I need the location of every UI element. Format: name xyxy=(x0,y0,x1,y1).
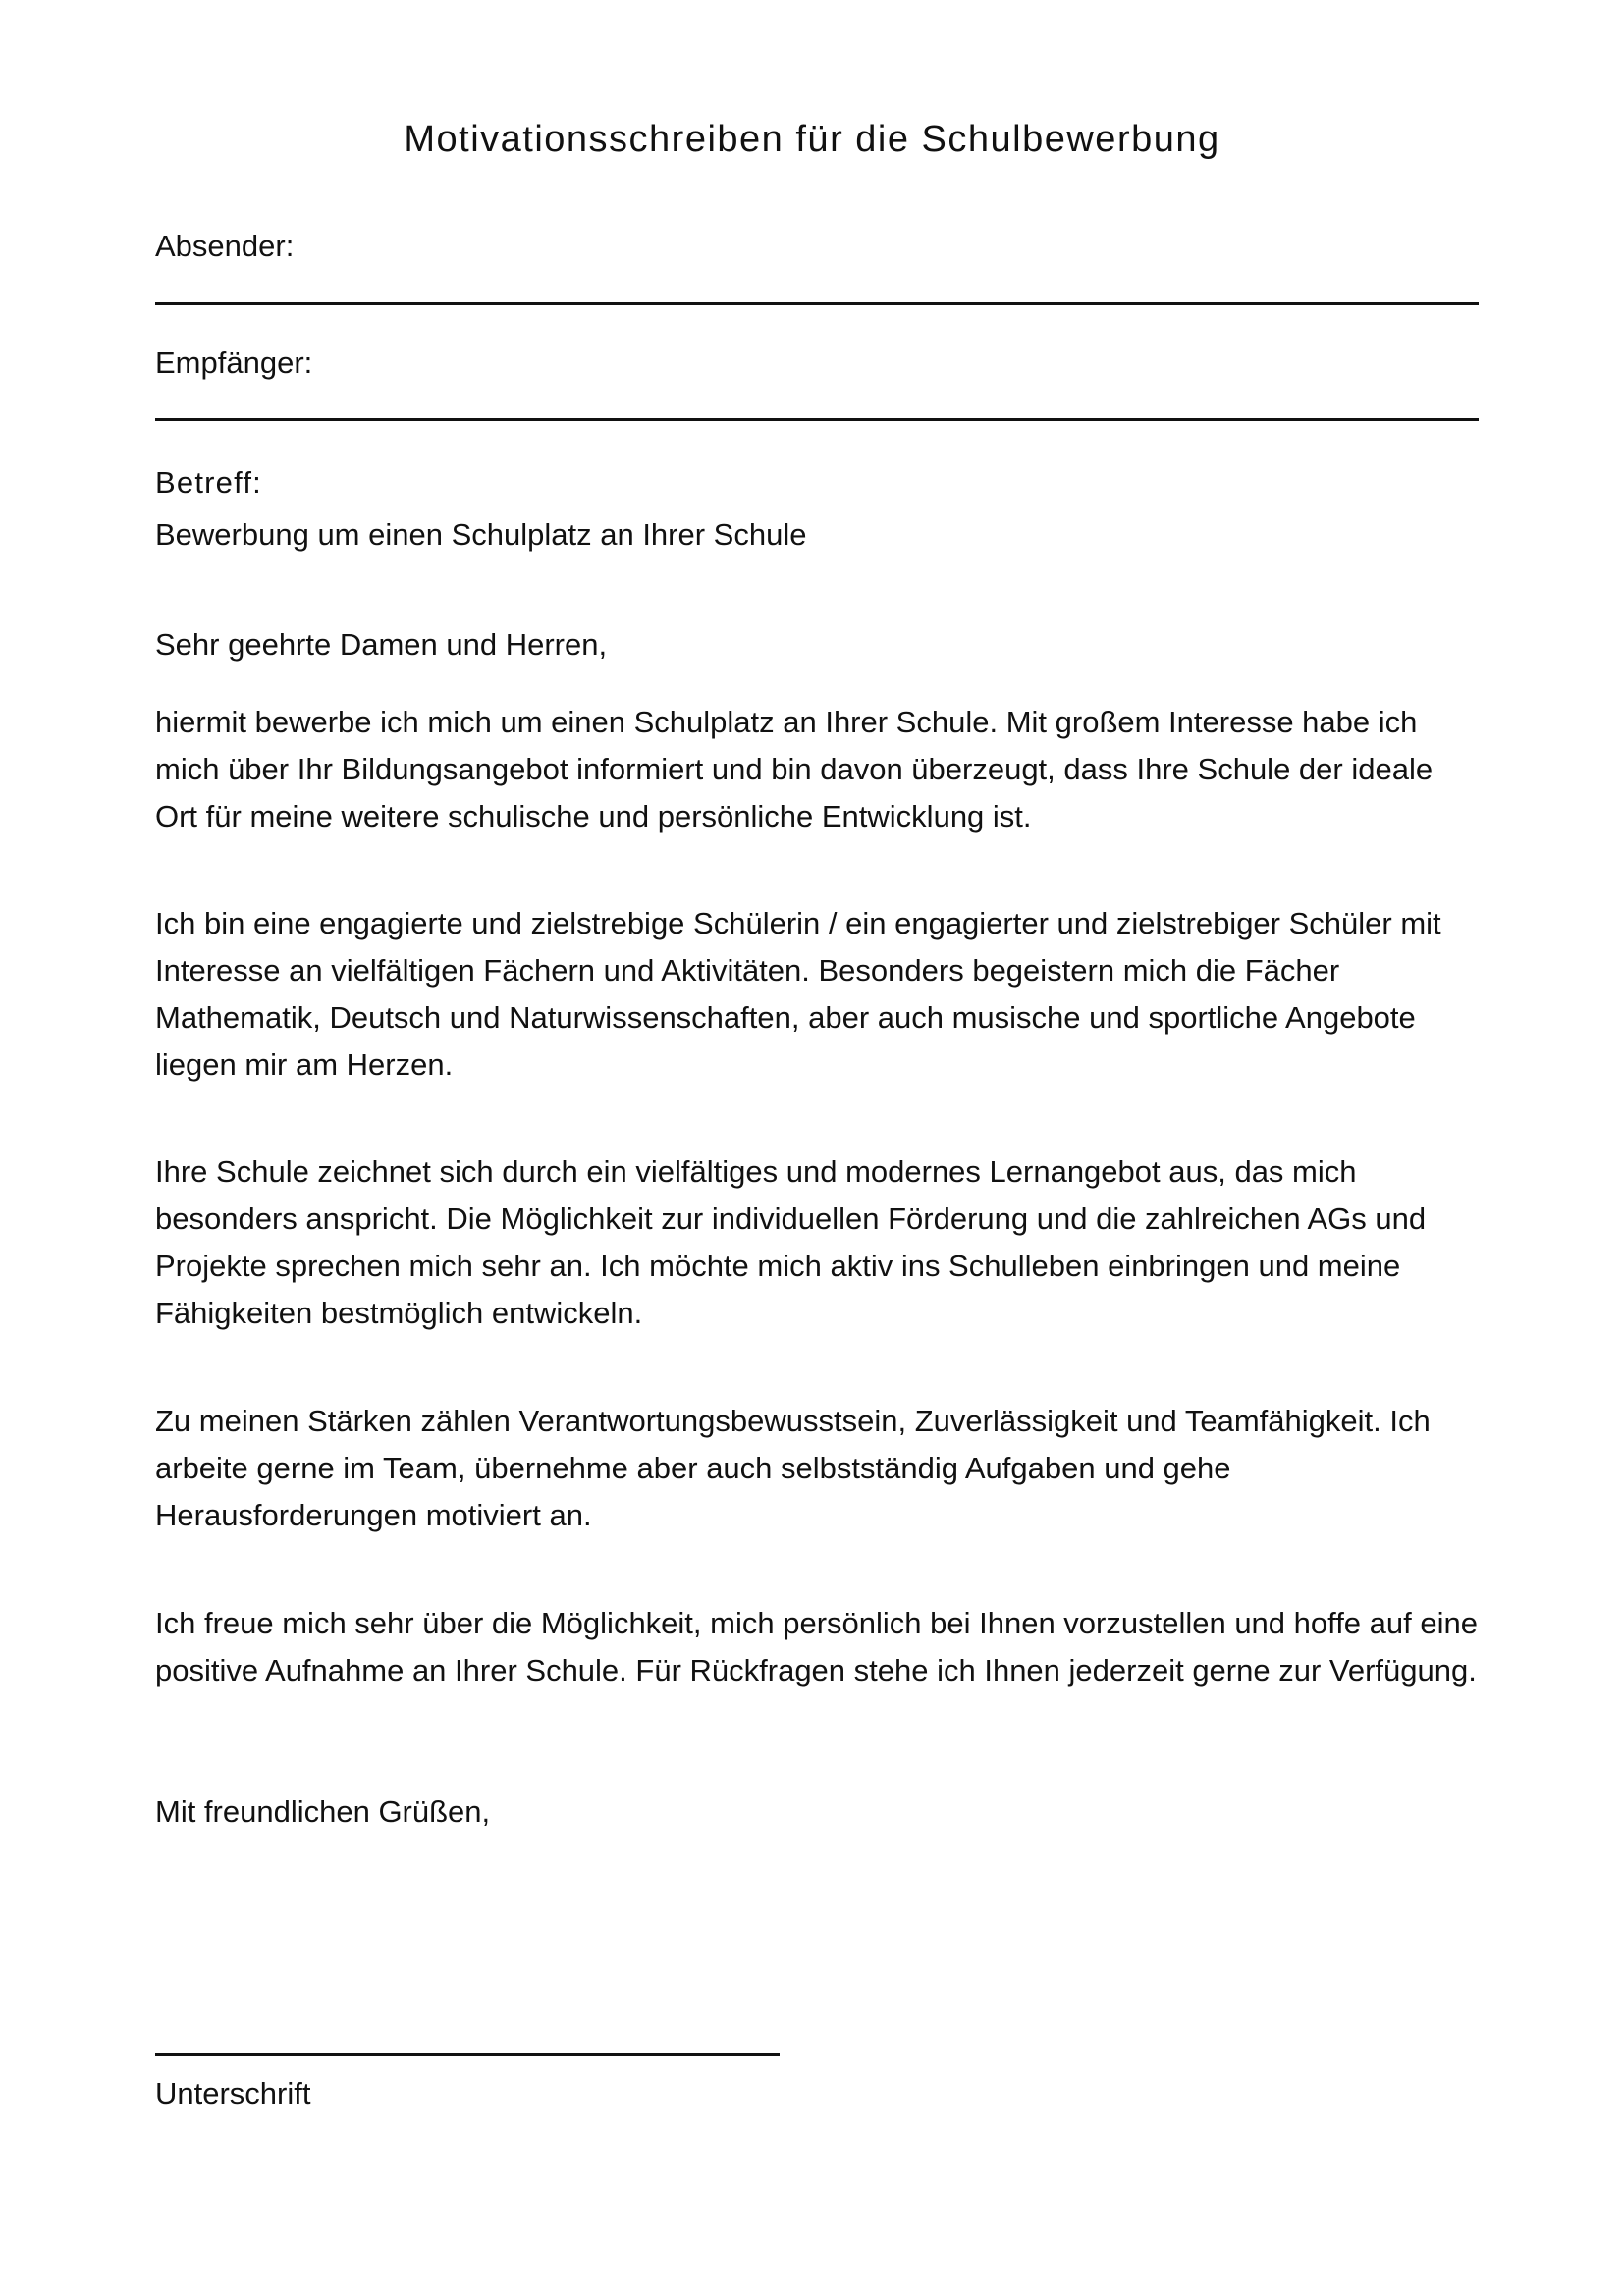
document-title: Motivationsschreiben für die Schulbewerbung xyxy=(404,119,1220,160)
signature-line xyxy=(155,2053,780,2056)
closing-text: Mit freundlichen Grüßen, xyxy=(155,1794,491,1829)
recipient-line xyxy=(155,418,1479,421)
signature-label: Unterschrift xyxy=(155,2076,311,2110)
sender-label: Absender: xyxy=(155,229,295,263)
body-paragraph-1: hiermit bewerbe ich mich um einen Schulplatz an Ihrer Schule. Mit großem Interesse habe ich mich über Ihr Bildungsangebot informiert und bin davon überzeugt, dass Ihre Schule der ideale Ort für meine weitere schulische und persönliche Entwicklung ist. xyxy=(155,705,1434,833)
body-paragraph-3: Ihre Schule zeichnet sich durch ein vielfältiges und modernes Lernangebot aus, das mich besonders anspricht. Die Möglichkeit zur individuellen Förderung und die zahlreichen AGs und Projekte sprechen mich sehr an. Ich möchte mich aktiv ins Schulleben einbringen und meine Fähigkeiten bestmöglich entwickeln. xyxy=(155,1154,1427,1330)
body-paragraph-4: Zu meinen Stärken zählen Verantwortungsbewusstsein, Zuverlässigkeit und Teamfähigkeit. Ich arbeite gerne im Team, übernehme aber auch selbstständig Aufgaben und gehe Herausforderungen motiviert an. xyxy=(155,1404,1431,1532)
subject-text: Bewerbung um einen Schulplatz an Ihrer Schule xyxy=(155,517,807,552)
recipient-label: Empfänger: xyxy=(155,346,313,380)
subject-label: Betreff: xyxy=(155,465,262,500)
sender-line xyxy=(155,302,1479,305)
body-paragraph-2: Ich bin eine engagierte und zielstrebige Schülerin / ein engagierter und zielstrebiger Schüler mit Interesse an vielfältigen Fächern und Aktivitäten. Besonders begeistern mich die Fächer Mathematik, Deutsch und Naturwissenschaften, aber auch musische und sportliche Angebote liegen mir am Herzen. xyxy=(155,906,1441,1082)
salutation: Sehr geehrte Damen und Herren, xyxy=(155,627,608,662)
body-paragraph-5: Ich freue mich sehr über die Möglichkeit, mich persönlich bei Ihnen vorzustellen und hoffe auf eine positive Aufnahme an Ihrer Schule. Für Rückfragen stehe ich Ihnen jederzeit gerne zur Verfügung. xyxy=(155,1606,1478,1687)
